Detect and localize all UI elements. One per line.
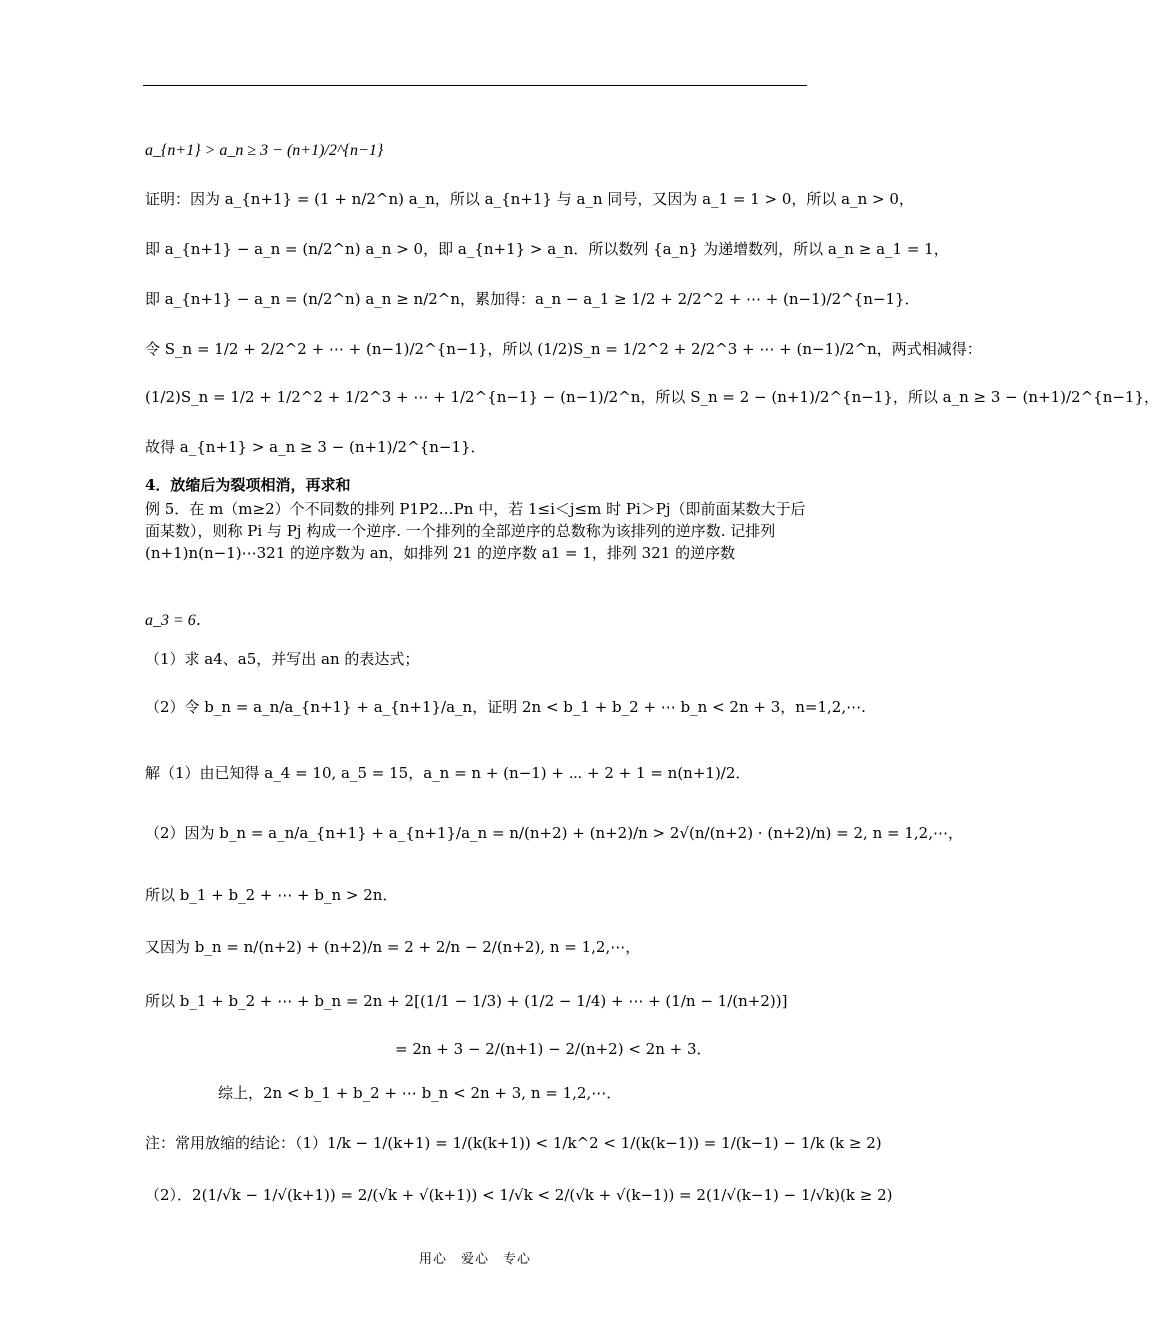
header-rule bbox=[143, 85, 807, 86]
question-1: （1）求 a4、a5，并写出 an 的表达式； bbox=[145, 650, 420, 668]
solution-6: = 2n + 3 − 2/(n+1) − 2/(n+2) < 2n + 3． bbox=[395, 1040, 712, 1058]
solution-4: 又因为 b_n = n/(n+2) + (n+2)/n = 2 + 2/n − 2/(n+2), n = 1,2,⋯， bbox=[145, 938, 641, 956]
solution-1: 解（1）由已知得 a_4 = 10, a_5 = 15，a_n = n + (n−1) + ⋯ + 2 + 1 = n(n+1)/2． bbox=[145, 764, 751, 782]
inequality-statement: a_{n+1} > a_n ≥ 3 − (n+1)/2^{n−1} bbox=[145, 142, 384, 159]
conclusion: 综上，2n < b_1 + b_2 + ⋯ b_n < 2n + 3, n = 1,2,⋯． bbox=[218, 1084, 622, 1102]
proof-line-2: 即 a_{n+1} − a_n = (n/2^n) a_n > 0，即 a_{n+1} > a_n．所以数列 {a_n} 为递增数列，所以 a_n ≥ a_1 = 1， bbox=[145, 240, 949, 258]
note-2: （2）．2(1/√k − 1/√(k+1)) = 2/(√k + √(k+1)) < 1/√k < 2/(√k + √(k−1)) = 2(1/√(k−1) − 1/√k)(k ≥ 2) bbox=[145, 1186, 893, 1204]
page-footer: 用心 爱心 专心 bbox=[418, 1252, 531, 1267]
proof-line-3: 即 a_{n+1} − a_n = (n/2^n) a_n ≥ n/2^n，累加得：a_n − a_1 ≥ 1/2 + 2/2^2 + ⋯ + (n−1)/2^{n−1}． bbox=[145, 290, 920, 308]
note-1: 注：常用放缩的结论：（1）1/k − 1/(k+1) = 1/(k(k+1)) < 1/k^2 < 1/(k(k−1)) = 1/(k−1) − 1/k (k ≥ 2) bbox=[145, 1134, 882, 1152]
proof-line-1: 证明：因为 a_{n+1} = (1 + n/2^n) a_n，所以 a_{n+1} 与 a_n 同号，又因为 a_1 = 1 > 0，所以 a_n > 0， bbox=[145, 190, 914, 208]
proof-line-6: 故得 a_{n+1} > a_n ≥ 3 − (n+1)/2^{n−1}． bbox=[145, 438, 486, 456]
proof-line-5: (1/2)S_n = 1/2 + 1/2^2 + 1/2^3 + ⋯ + 1/2^{n−1} − (n−1)/2^n，所以 S_n = 2 − (n+1)/2^{n−1}，所以 a_n ≥ 3 − (n+1)/2^{n−1}， bbox=[145, 388, 1159, 406]
proof-line-4: 令 S_n = 1/2 + 2/2^2 + ⋯ + (n−1)/2^{n−1}，所以 (1/2)S_n = 1/2^2 + 2/2^3 + ⋯ + (n−1)/2^n，两式相减得： bbox=[145, 340, 982, 358]
example-5-text: 例 5．在 m（m≥2）个不同数的排列 P1P2…Pn 中，若 1≤i＜j≤m 时 Pi＞Pj（即前面某数大于后面某数），则称 Pi 与 Pj 构成一个逆序. 一个排列的全部逆序的总数称为该排列的逆序数. 记排列 (n+1)n(n−1)⋯321 的逆序数为 an，如排列 21 的逆序数 a1 = 1，排列 321 的逆序数 bbox=[145, 500, 806, 562]
solution-5: 所以 b_1 + b_2 + ⋯ + b_n = 2n + 2[(1/1 − 1/3) + (1/2 − 1/4) + ⋯ + (1/n − 1/(n+2))] bbox=[145, 992, 788, 1010]
solution-3: 所以 b_1 + b_2 + ⋯ + b_n > 2n． bbox=[145, 886, 398, 904]
section-heading: 4．放缩后为裂项相消，再求和 bbox=[145, 476, 351, 494]
example-5-end: a_3 = 6． bbox=[145, 612, 212, 629]
solution-2: （2）因为 b_n = a_n/a_{n+1} + a_{n+1}/a_n = n/(n+2) + (n+2)/n > 2√(n/(n+2) · (n+2)/n) = 2, n = 1,2,⋯， bbox=[145, 824, 963, 842]
question-2: （2）令 b_n = a_n/a_{n+1} + a_{n+1}/a_n，证明 2n < b_1 + b_2 + ⋯ b_n < 2n + 3，n=1,2,⋯. bbox=[145, 698, 866, 716]
